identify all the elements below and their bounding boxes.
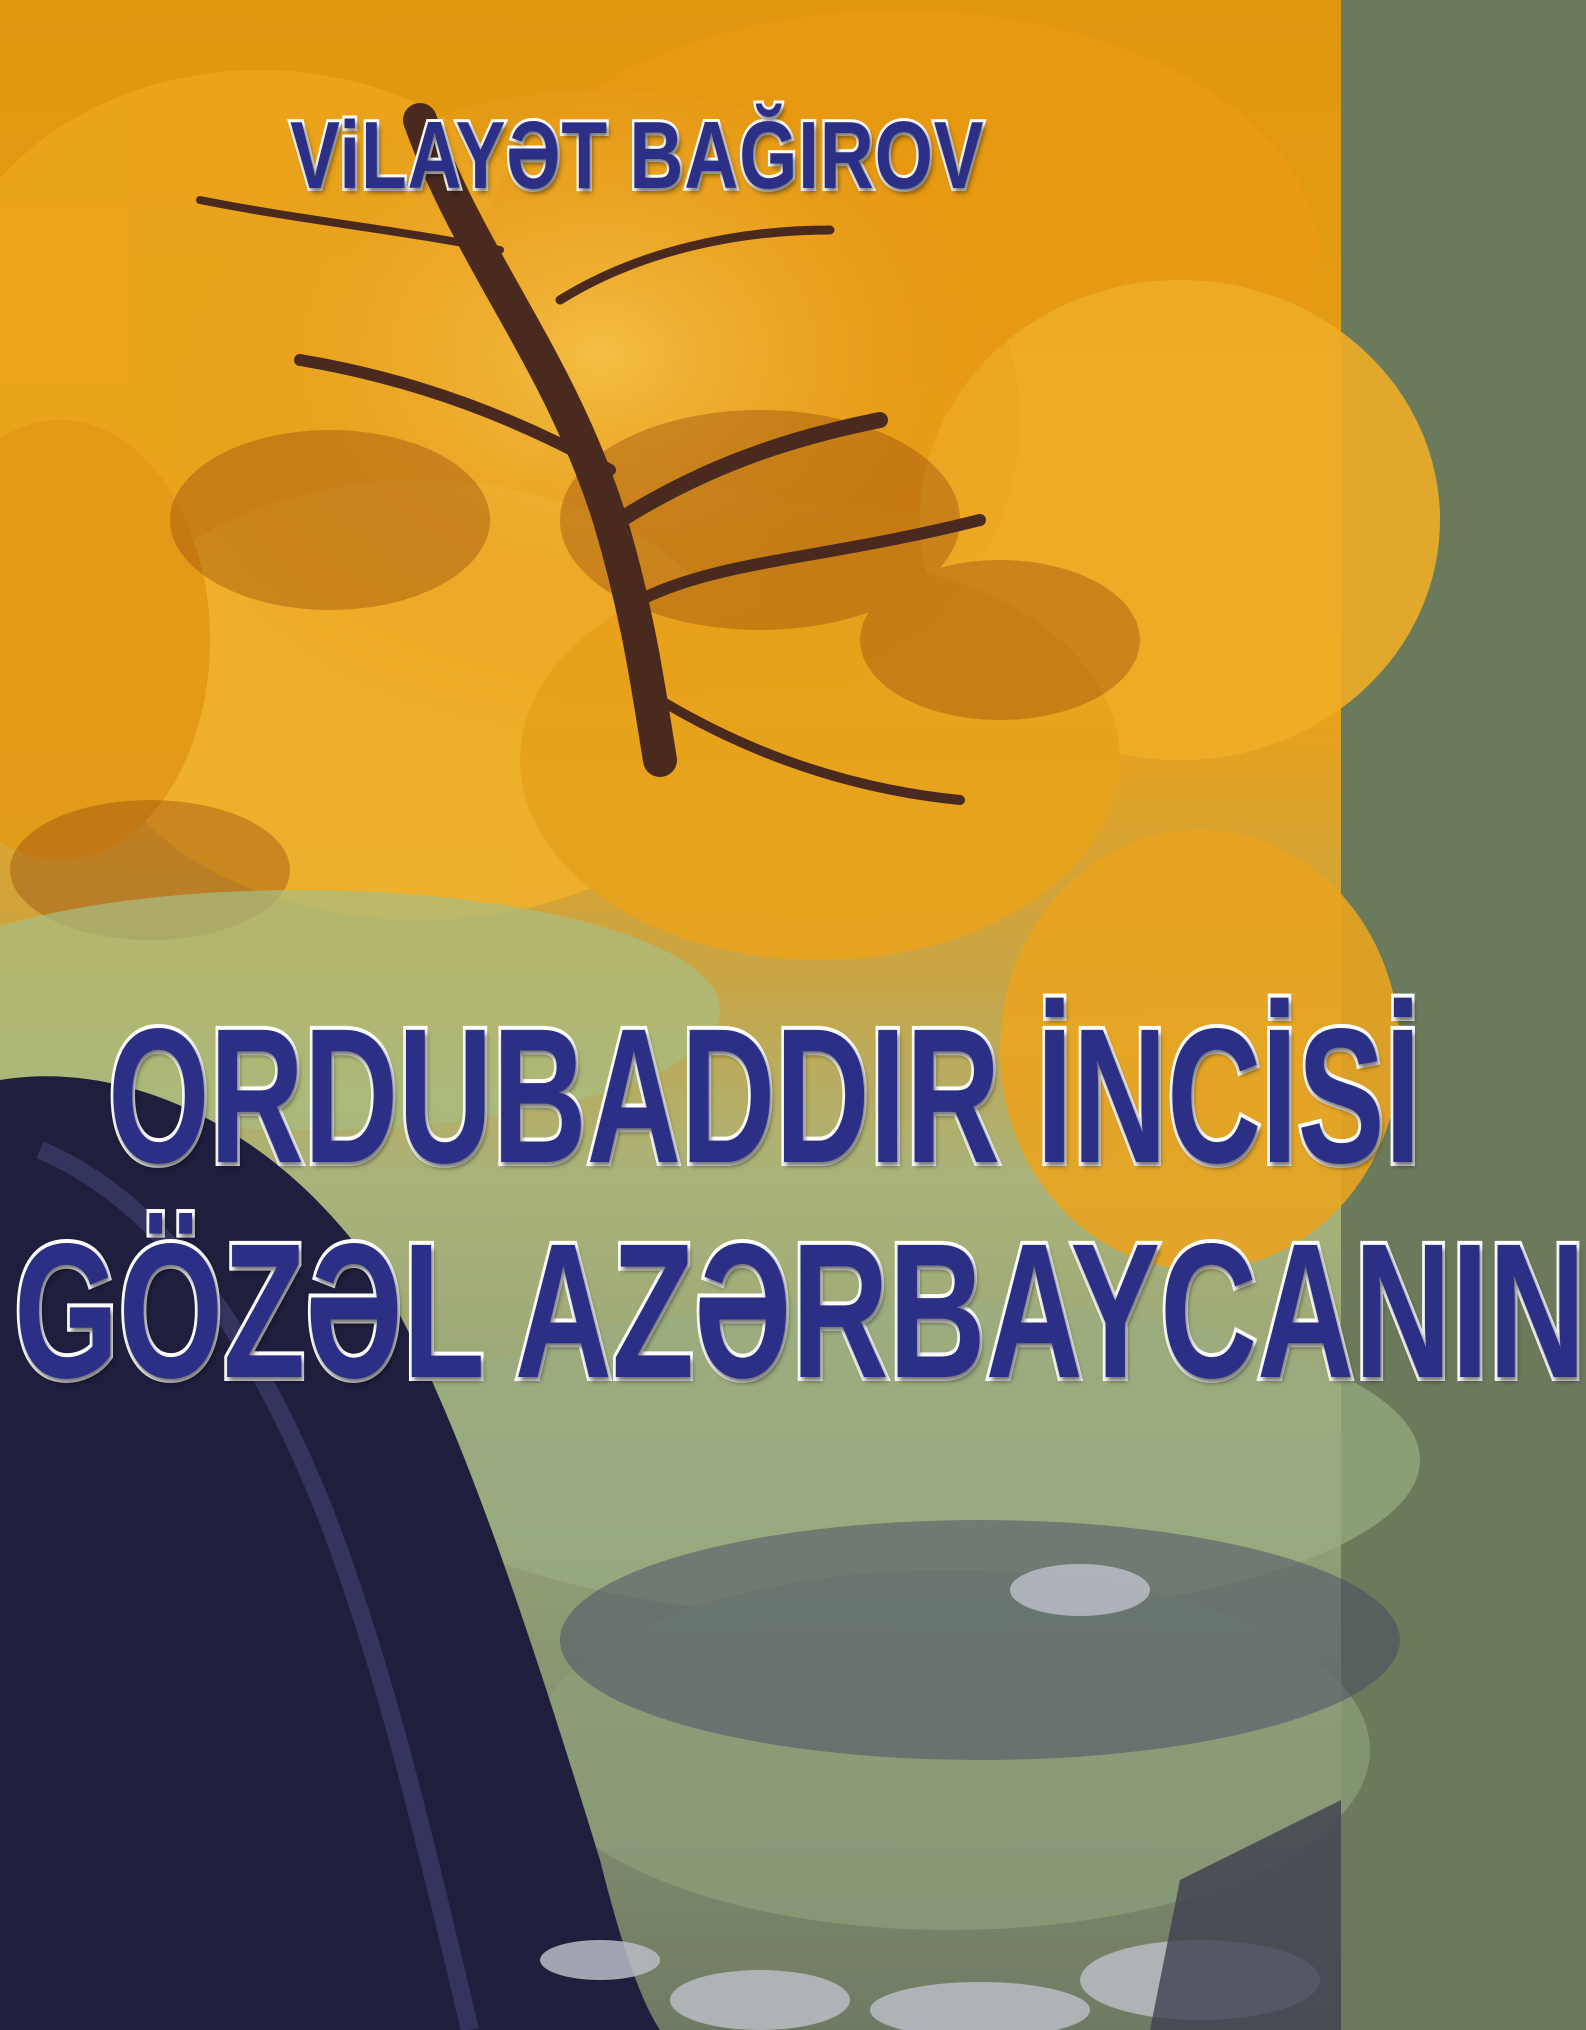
book-title-line-1: ORDUBADDIR İNCİSİ — [108, 988, 1421, 1203]
book-title-line-2: GÖZƏL AZƏRBAYCANIN — [14, 1203, 1586, 1418]
author-name: ViLAYƏT BAĞIROV — [290, 102, 985, 209]
